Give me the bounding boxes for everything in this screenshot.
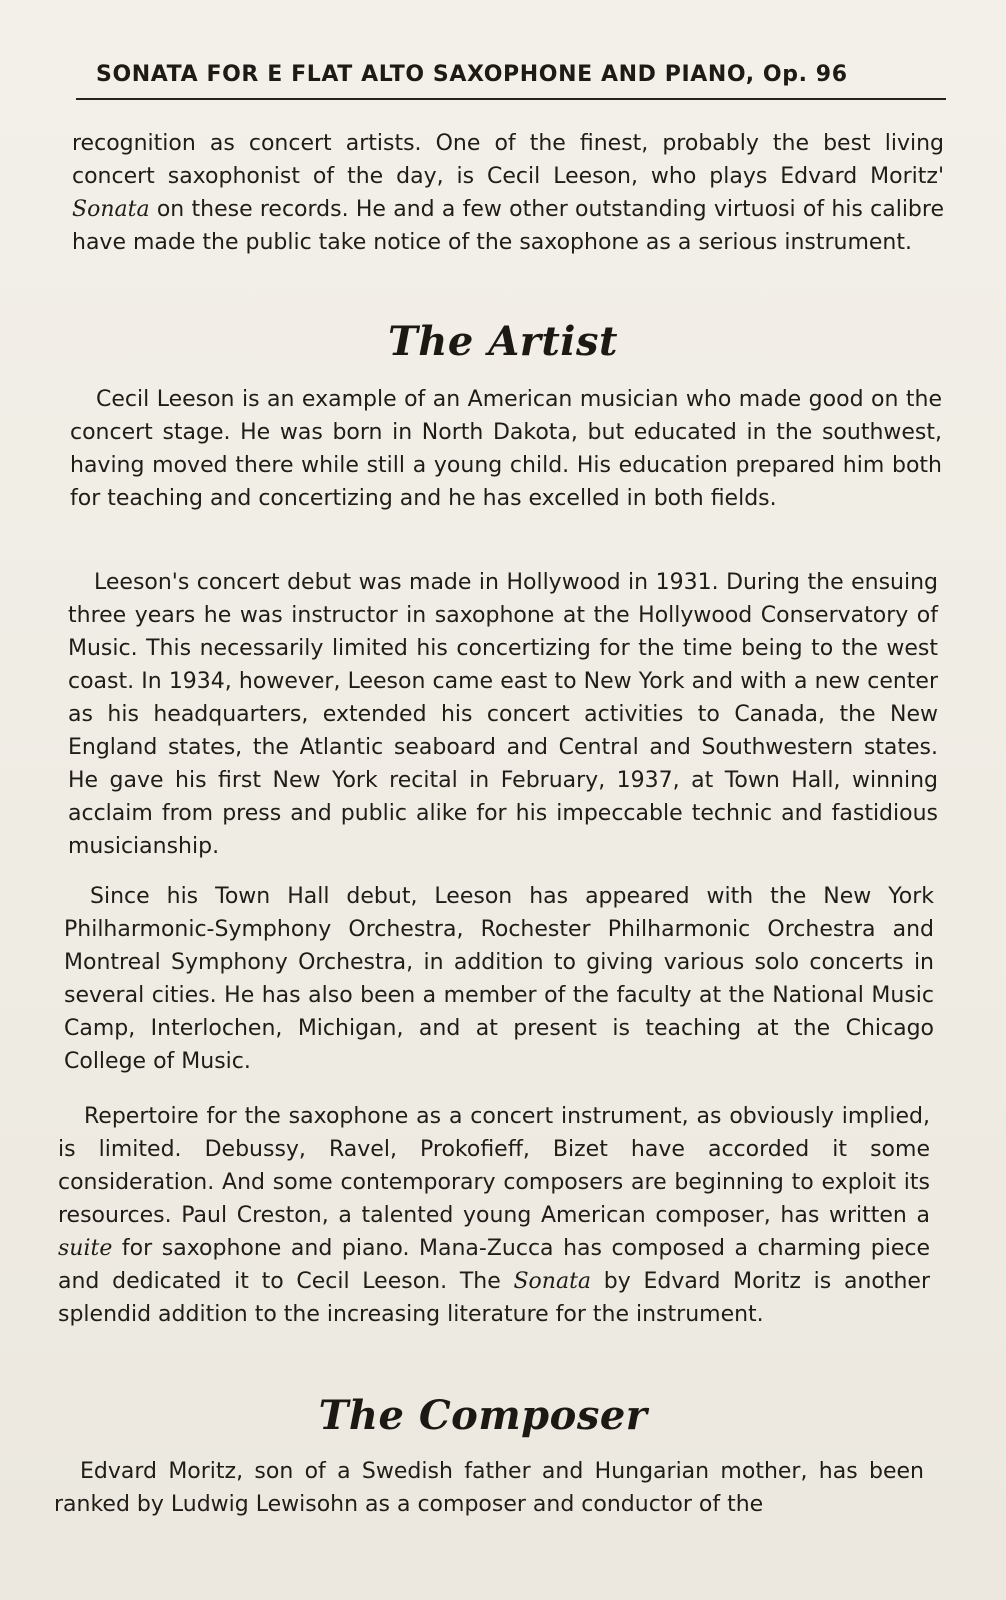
artist-p4-text-c: by Edvard Moritz is another splendid addition to the increasing literature for the instrument. [58, 1269, 930, 1327]
artist-p4-italic-suite: suite [58, 1236, 113, 1261]
intro-italic-sonata: Sonata [72, 197, 150, 222]
artist-paragraph-1: Cecil Leeson is an example of an American musician who made good on the concert stage. He was born in North Dakota, but educated in the southwest, having moved there while still a young child. His education prepared him both for teaching and concertizing and he has excelled in both fields. [70, 387, 942, 511]
intro-text-a: recognition as concert artists. One of the finest, probably the best living concert saxophonist of the day, is Cecil Leeson, who plays Edvard Moritz' [72, 131, 944, 189]
header-title: SONATA FOR E FLAT ALTO SAXOPHONE AND PIANO, Op. 96 [96, 62, 848, 87]
artist-p4-text-b: for saxophone and piano. Mana-Zucca has composed a charming piece and dedicated it to Cecil Leeson. The [58, 1236, 930, 1294]
artist-paragraph-2: Leeson's concert debut was made in Hollywood in 1931. During the ensuing three years he was instructor in saxophone at the Hollywood Conservatory of Music. This necessarily limited his concertizing for the time being to the west coast. In 1934, however, Leeson came east to New York and with a new center as his headquarters, extended his concert activities to Canada, the New England states, the Atlantic seaboard and Central and Southwestern states. He gave his first New York recital in February, 1937, at Town Hall, winning acclaim from press and public alike for his impeccable technic and fastidious musicianship. [68, 570, 938, 859]
intro-paragraph [72, 127, 944, 259]
artist-paragraph-3: Since his Town Hall debut, Leeson has appeared with the New York Philharmonic-Symphony Orchestra, Rochester Philharmonic Orchestra and Montreal Symphony Orchestra, in addition to giving various solo concerts in several cities. He has also been a member of the faculty at the National Music Camp, Interlochen, Michigan, and at present is teaching at the Chicago College of Music. [64, 884, 934, 1074]
artist-paragraph-4 [58, 1100, 930, 1331]
composer-paragraph-1: Edvard Moritz, son of a Swedish father and Hungarian mother, has been ranked by Ludwig Lewisohn as a composer and conductor of the [54, 1459, 924, 1517]
artist-p4-text-a: Repertoire for the saxophone as a concert instrument, as obviously implied, is limited. Debussy, Ravel, Prokofieff, Bizet have accorded it some consideration. And some contemporary composers are beginning to exploit its resources. Paul Creston, a talented young American composer, has written a [58, 1104, 930, 1228]
running-header [76, 58, 946, 100]
artist-p4-italic-sonata: Sonata [513, 1269, 592, 1294]
composer-section-title: The Composer [318, 1392, 648, 1439]
artist-section-title: The Artist [388, 318, 618, 365]
intro-text-b: on these records. He and a few other outstanding virtuosi of his calibre have made the public take notice of the saxophone as a serious instrument. [72, 197, 944, 255]
